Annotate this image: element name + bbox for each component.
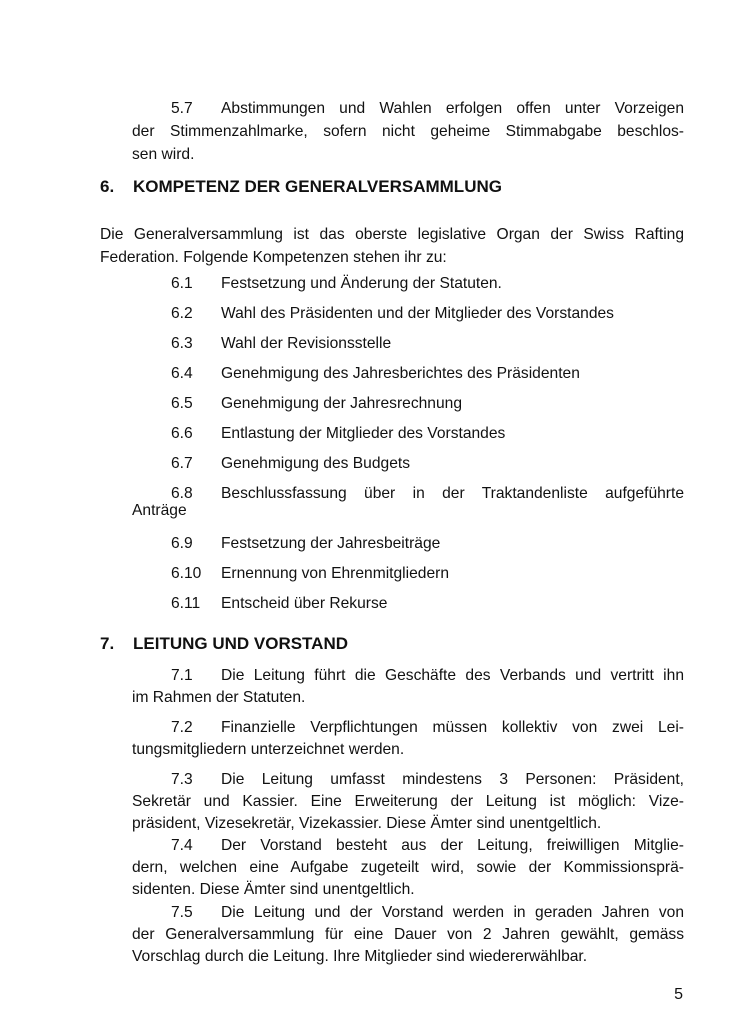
- para-line: Die Leitung und der Vorstand werden in geraden Jahren von: [221, 904, 684, 921]
- paragraph-7-2: [132, 717, 684, 761]
- list-item: [171, 485, 684, 503]
- para-line: Die Leitung umfasst mindestens 3 Personen: Präsident,: [221, 771, 684, 788]
- para-line: sidenten. Diese Ämter sind unentgeltlich.: [132, 881, 415, 898]
- item-text: Entscheid über Rekurse: [221, 595, 388, 612]
- para-number: 7.4: [171, 837, 193, 854]
- item-text: Entlastung der Mitglieder des Vorstandes: [221, 425, 506, 442]
- item-text: Festsetzung der Jahresbeiträge: [221, 535, 441, 552]
- para-line: Finanzielle Verpflichtungen müssen kollektiv von zwei Lei-: [221, 719, 684, 736]
- item-text: Ernennung von Ehrenmitgliedern: [221, 565, 449, 582]
- list-item: [171, 275, 684, 293]
- item-number: 6.10: [171, 565, 202, 582]
- item-number: 6.6: [171, 425, 193, 442]
- paragraph-7-5: [132, 902, 684, 968]
- list-item: [171, 365, 684, 383]
- para-line: dern, welchen eine Aufgabe zugeteilt wird, sowie der Kommissionsprä-: [132, 859, 684, 876]
- section-title: KOMPETENZ DER GENERALVERSAMMLUNG: [133, 177, 502, 196]
- item-text: Beschlussfassung über in der Traktandenliste aufgeführte: [221, 485, 684, 502]
- para-line: tungsmitgliedern unterzeichnet werden.: [132, 741, 405, 758]
- item-text: Festsetzung und Änderung der Statuten.: [221, 275, 502, 292]
- list-item: [171, 455, 684, 473]
- para-line: der Stimmenzahlmarke, sofern nicht geheime Stimmabgabe beschlos-: [132, 123, 684, 140]
- item-number: 6.2: [171, 305, 193, 322]
- list-item: [171, 535, 684, 553]
- item-text: Wahl der Revisionsstelle: [221, 335, 392, 352]
- section-title: LEITUNG UND VORSTAND: [133, 634, 349, 653]
- para-line: präsident, Vizesekretär, Vizekassier. Diese Ämter sind unentgeltlich.: [132, 815, 602, 832]
- paragraph-7-4: [132, 835, 684, 901]
- para-number: 5.7: [171, 100, 193, 117]
- para-line: Vorschlag durch die Leitung. Ihre Mitglieder sind wiedererwählbar.: [132, 948, 588, 965]
- list-item: [171, 395, 684, 413]
- item-text: Genehmigung des Budgets: [221, 455, 410, 472]
- para-line: Der Vorstand besteht aus der Leitung, freiwilligen Mitglie-: [221, 837, 684, 854]
- item-number: 6.11: [171, 595, 201, 612]
- item-number: 6.8: [171, 485, 193, 502]
- paragraph-7-1: [132, 665, 684, 709]
- item-number: 6.5: [171, 395, 193, 412]
- para-line: der Generalversammlung für eine Dauer von 2 Jahren gewählt, gemäss: [132, 926, 684, 943]
- para-line: im Rahmen der Statuten.: [132, 689, 306, 706]
- page-number: 5: [674, 986, 683, 1003]
- section-number: 7.: [100, 634, 115, 653]
- item-number: 6.4: [171, 365, 193, 382]
- item-number: 6.7: [171, 455, 193, 472]
- section-6-intro: [100, 223, 684, 269]
- para-line: Sekretär und Kassier. Eine Erweiterung der Leitung ist möglich: Vize-: [132, 793, 684, 810]
- paragraph-7-3: [132, 769, 684, 835]
- para-line: sen wird.: [132, 146, 195, 163]
- item-number: 6.9: [171, 535, 193, 552]
- intro-line: Die Generalversammlung ist das oberste legislative Organ der Swiss Rafting: [100, 226, 684, 243]
- item-number: 6.1: [171, 275, 193, 292]
- item-continuation: Anträge: [132, 502, 187, 519]
- list-item: [171, 425, 684, 443]
- section-heading-7: [100, 634, 348, 654]
- item-text: Genehmigung des Jahresberichtes des Präsidenten: [221, 365, 580, 382]
- para-number: 7.2: [171, 719, 193, 736]
- para-number: 7.3: [171, 771, 193, 788]
- item-text: Genehmigung der Jahresrechnung: [221, 395, 462, 412]
- list-item: [171, 335, 684, 353]
- paragraph-5-7: [132, 97, 684, 166]
- item-number: 6.3: [171, 335, 193, 352]
- para-number: 7.1: [171, 667, 193, 684]
- item-text: Wahl des Präsidenten und der Mitglieder des Vorstandes: [221, 305, 614, 322]
- section-heading-6: [100, 177, 502, 197]
- section-number: 6.: [100, 177, 115, 196]
- para-line: Abstimmungen und Wahlen erfolgen offen unter Vorzeigen: [221, 100, 684, 117]
- para-number: 7.5: [171, 904, 193, 921]
- para-line: Die Leitung führt die Geschäfte des Verbands und vertritt ihn: [221, 667, 684, 684]
- list-item: [171, 305, 684, 323]
- list-item: [171, 565, 684, 583]
- list-item: [171, 595, 684, 613]
- intro-line: Federation. Folgende Kompetenzen stehen ihr zu:: [100, 249, 447, 266]
